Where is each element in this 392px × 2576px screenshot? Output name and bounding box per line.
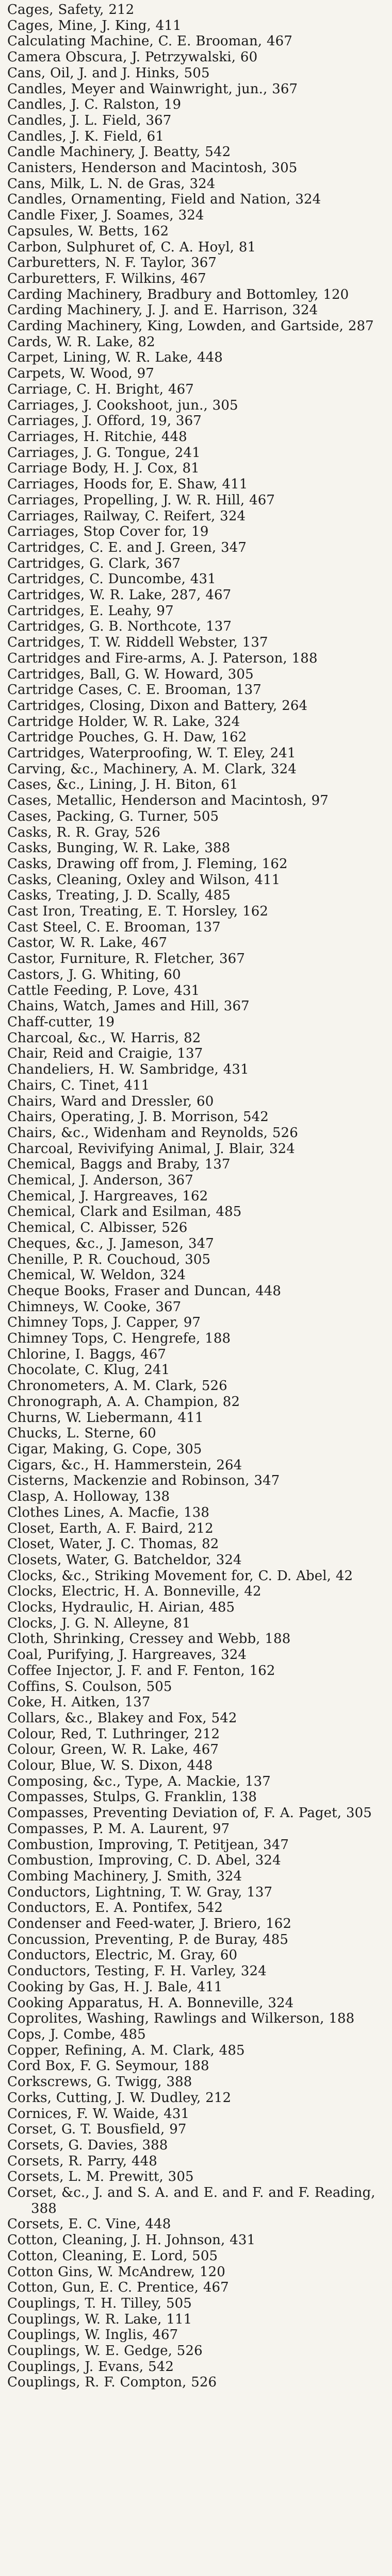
index-entry: Carburetters, N. F. Taylor, 367 (7, 255, 217, 271)
index-entry: Cord Box, F. G. Seymour, 188 (7, 2058, 209, 2074)
index-entry: Carbon, Sulphuret of, C. A. Hoyl, 81 (7, 239, 256, 255)
index-entry: Candles, J. L. Field, 367 (7, 112, 172, 128)
index-entry: Carding Machinery, Bradbury and Bottomley, 120 (7, 286, 349, 302)
index-entry: Carriage Body, H. J. Cox, 81 (7, 461, 200, 477)
index-entry: Chemical, Clark and Esilman, 485 (7, 1204, 242, 1220)
index-entry: Concussion, Preventing, P. de Buray, 485 (7, 1931, 289, 1947)
index-entry: Cheque Books, Fraser and Duncan, 448 (7, 1283, 282, 1299)
index-entry: Charcoal, &c., W. Harris, 82 (7, 1030, 201, 1046)
index-entry: Carding Machinery, J. J. and E. Harrison, 324 (7, 302, 318, 318)
index-entry: Castor, Furniture, R. Fletcher, 367 (7, 951, 245, 967)
index-entry: Carving, &c., Machinery, A. M. Clark, 324 (7, 761, 297, 777)
index-entry: Cigar, Making, G. Cope, 305 (7, 1441, 202, 1457)
index-entry: Closet, Water, J. C. Thomas, 82 (7, 1536, 219, 1552)
index-entry: Carriages, J. Cookshoot, jun., 305 (7, 397, 238, 413)
index-entry: Compasses, Stulps, G. Franklin, 138 (7, 1789, 257, 1805)
index-entry: Corsets, E. C. Vine, 448 (7, 2216, 171, 2232)
index-entry: Calculating Machine, C. E. Brooman, 467 (7, 33, 292, 49)
index-entry: Clocks, &c., Striking Movement for, C. D. Abel, 42 (7, 1568, 353, 1584)
index-entry: Couplings, W. E. Gedge, 526 (7, 2343, 203, 2359)
index-entry: Chemical, W. Weldon, 324 (7, 1267, 186, 1283)
index-entry: Couplings, T. H. Tilley, 505 (7, 2295, 192, 2311)
index-entry: Chairs, C. Tinet, 411 (7, 1077, 150, 1093)
index-entry: Casks, Treating, J. D. Scally, 485 (7, 888, 231, 904)
index-entry: Carriages, Stop Cover for, 19 (7, 524, 209, 540)
index-entry: Casks, Drawing off from, J. Fleming, 162 (7, 856, 288, 872)
index-entry: Carding Machinery, King, Lowden, and Gartside, 287 (7, 318, 374, 334)
index-entry: Carpet, Lining, W. R. Lake, 448 (7, 350, 223, 366)
index-entry: Cartridges, E. Leahy, 97 (7, 603, 174, 619)
index-entry: Cartridge Holder, W. R. Lake, 324 (7, 714, 240, 730)
index-entry: Coprolites, Washing, Rawlings and Wilkerson, 188 (7, 2011, 355, 2027)
index-entry: Combing Machinery, J. Smith, 324 (7, 1868, 242, 1884)
index-entry: Chemical, Baggs and Braby, 137 (7, 1157, 231, 1173)
index-entry: Chandeliers, H. W. Sambridge, 431 (7, 1062, 249, 1078)
index-entry: Carriages, Railway, C. Reifert, 324 (7, 508, 246, 524)
index-entry: Candles, Meyer and Wainwright, jun., 367 (7, 81, 298, 97)
index-entry: Chocolate, C. Klug, 241 (7, 1362, 170, 1378)
index-entry: Coke, H. Aitken, 137 (7, 1694, 151, 1710)
index-entry: Clocks, Electric, H. A. Bonneville, 42 (7, 1584, 262, 1600)
index-entry: Chlorine, I. Baggs, 467 (7, 1346, 167, 1362)
index-entry: Colour, Red, T. Luthringer, 212 (7, 1726, 220, 1742)
index-entry: Conductors, Electric, M. Gray, 60 (7, 1947, 238, 1963)
index-entry: Cards, W. R. Lake, 82 (7, 334, 155, 350)
index-entry: Combustion, Improving, T. Petitjean, 347 (7, 1837, 289, 1853)
index-entry: Clothes Lines, A. Macfie, 138 (7, 1504, 210, 1520)
index-entry: Corsets, L. M. Prewitt, 305 (7, 2169, 194, 2185)
index-entry: Cornices, F. W. Waide, 431 (7, 2106, 190, 2122)
index-entry: Castors, J. G. Whiting, 60 (7, 967, 181, 982)
index-entry: Chronometers, A. M. Clark, 526 (7, 1378, 227, 1394)
index-entry: Candles, J. C. Ralston, 19 (7, 97, 182, 113)
index-entry: Closets, Water, G. Batcheldor, 324 (7, 1552, 242, 1568)
index-entry: Coffins, S. Coulson, 505 (7, 1679, 172, 1694)
index-entry: Cotton, Cleaning, E. Lord, 505 (7, 2248, 218, 2264)
index-entry: Cartridges, Waterproofing, W. T. Eley, 241 (7, 745, 296, 761)
index-entry: Chairs, &c., Widenham and Reynolds, 526 (7, 1125, 298, 1141)
index-entry: Cast Steel, C. E. Brooman, 137 (7, 919, 221, 935)
index-entry: Cages, Safety, 212 (7, 2, 135, 18)
index-entry: Corkscrews, G. Twigg, 388 (7, 2074, 192, 2090)
index-entry: Corset, &c., J. and S. A. and E. and F. and F. Reading, 388 (7, 2185, 375, 2216)
index-entry: Cheques, &c., J. Jameson, 347 (7, 1235, 214, 1251)
index-entry: Colour, Blue, W. S. Dixon, 448 (7, 1758, 213, 1774)
index-entry: Cases, Packing, G. Turner, 505 (7, 808, 219, 824)
index-entry: Clocks, Hydraulic, H. Airian, 485 (7, 1600, 235, 1616)
index-entry: Closet, Earth, A. F. Baird, 212 (7, 1520, 214, 1536)
index-entry: Candles, J. K. Field, 61 (7, 128, 164, 144)
index-entry: Cases, Metallic, Henderson and Macintosh, 97 (7, 793, 329, 809)
index-entry: Cartridges and Fire-arms, A. J. Paterson, 188 (7, 650, 318, 666)
index-entry: Cattle Feeding, P. Love, 431 (7, 982, 200, 998)
index-entry: Cages, Mine, J. King, 411 (7, 18, 182, 33)
index-entry: Compasses, P. M. A. Laurent, 97 (7, 1821, 230, 1837)
index-entry: Cooking by Gas, H. J. Bale, 411 (7, 1979, 223, 1995)
index-entry: Condenser and Feed-water, J. Briero, 162 (7, 1916, 292, 1932)
index-entry: Chimney Tops, C. Hengrefe, 188 (7, 1331, 231, 1347)
index-entry: Composing, &c., Type, A. Mackie, 137 (7, 1773, 271, 1789)
index-entry: Couplings, W. Inglis, 467 (7, 2327, 178, 2343)
index-entry: Chimney Tops, J. Capper, 97 (7, 1315, 201, 1331)
index-entry: Cartridge Cases, C. E. Brooman, 137 (7, 682, 262, 698)
index-entry: Carburetters, F. Wilkins, 467 (7, 270, 206, 286)
index-entry: Cases, &c., Lining, J. H. Biton, 61 (7, 777, 238, 793)
index-entry: Cartridges, Closing, Dixon and Battery, 264 (7, 698, 308, 714)
index-entry: Corsets, R. Parry, 448 (7, 2153, 157, 2169)
index-entry: Cotton, Cleaning, J. H. Johnson, 431 (7, 2232, 256, 2248)
index-list (7, 2, 383, 2391)
index-entry: Cloth, Shrinking, Cressey and Webb, 188 (7, 1631, 291, 1647)
index-entry: Couplings, W. R. Lake, 111 (7, 2311, 192, 2327)
index-entry: Colour, Green, W. R. Lake, 467 (7, 1742, 219, 1758)
index-entry: Couplings, J. Evans, 542 (7, 2359, 174, 2375)
index-entry: Coffee Injector, J. F. and F. Fenton, 162 (7, 1663, 275, 1679)
index-entry: Cotton Gins, W. McAndrew, 120 (7, 2264, 225, 2280)
index-entry: Conductors, Testing, F. H. Varley, 324 (7, 1963, 267, 1979)
index-entry: Coal, Purifying, J. Hargreaves, 324 (7, 1647, 247, 1663)
index-entry: Carriage, C. H. Bright, 467 (7, 381, 194, 397)
index-entry: Chemical, C. Albisser, 526 (7, 1220, 188, 1236)
index-entry: Cartridges, T. W. Riddell Webster, 137 (7, 635, 268, 651)
index-entry: Clasp, A. Holloway, 138 (7, 1489, 170, 1505)
index-entry: Cartridges, Ball, G. W. Howard, 305 (7, 666, 254, 682)
index-entry: Cans, Oil, J. and J. Hinks, 505 (7, 65, 210, 81)
index-entry: Cartridges, C. E. and J. Green, 347 (7, 539, 247, 555)
index-entry: Cans, Milk, L. N. de Gras, 324 (7, 176, 216, 192)
index-entry: Chronograph, A. A. Champion, 82 (7, 1394, 240, 1410)
index-entry: Carriages, Propelling, J. W. R. Hill, 467 (7, 492, 275, 508)
index-entry: Cooking Apparatus, H. A. Bonneville, 324 (7, 1995, 294, 2011)
index-entry: Carriages, H. Ritchie, 448 (7, 429, 187, 445)
index-entry: Cigars, &c., H. Hammerstein, 264 (7, 1457, 242, 1473)
index-entry: Chairs, Operating, J. B. Morrison, 542 (7, 1109, 269, 1125)
index-entry: Chemical, J. Anderson, 367 (7, 1173, 193, 1189)
index-entry: Camera Obscura, J. Petrzywalski, 60 (7, 49, 258, 65)
index-entry: Cartridge Pouches, G. H. Daw, 162 (7, 730, 247, 745)
index-entry: Cartridges, G. B. Northcote, 137 (7, 619, 232, 635)
index-entry: Candle Machinery, J. Beatty, 542 (7, 144, 231, 160)
index-entry: Cartridges, G. Clark, 367 (7, 555, 181, 571)
index-entry: Conductors, E. A. Pontifex, 542 (7, 1900, 223, 1916)
index-entry: Clocks, J. G. N. Alleyne, 81 (7, 1615, 191, 1631)
index-entry: Corsets, G. Davies, 388 (7, 2137, 168, 2153)
index-entry: Chucks, L. Sterne, 60 (7, 1426, 156, 1442)
index-entry: Chairs, Ward and Dressler, 60 (7, 1093, 214, 1109)
index-entry: Carriages, J. G. Tongue, 241 (7, 445, 201, 461)
index-entry: Copper, Refining, A. M. Clark, 485 (7, 2042, 245, 2058)
index-entry: Collars, &c., Blakey and Fox, 542 (7, 1710, 237, 1726)
index-entry: Cast Iron, Treating, E. T. Horsley, 162 (7, 904, 269, 920)
index-entry: Candle Fixer, J. Soames, 324 (7, 208, 204, 224)
index-entry: Chaff-cutter, 19 (7, 1014, 115, 1030)
index-entry: Compasses, Preventing Deviation of, F. A. Paget, 305 (7, 1805, 372, 1821)
index-entry: Cartridges, C. Duncombe, 431 (7, 571, 216, 587)
index-entry: Chenille, P. R. Couchoud, 305 (7, 1251, 211, 1267)
index-entry: Candles, Ornamenting, Field and Nation, 324 (7, 192, 321, 208)
index-entry: Cartridges, W. R. Lake, 287, 467 (7, 587, 232, 603)
index-entry: Casks, Bunging, W. R. Lake, 388 (7, 840, 231, 856)
index-entry: Cisterns, Mackenzie and Robinson, 347 (7, 1473, 280, 1489)
index-entry: Cops, J. Combe, 485 (7, 2027, 146, 2042)
index-entry: Canisters, Henderson and Macintosh, 305 (7, 160, 298, 176)
index-entry: Castor, W. R. Lake, 467 (7, 935, 168, 951)
index-entry: Casks, Cleaning, Oxley and Wilson, 411 (7, 872, 281, 888)
index-entry: Carriages, J. Offord, 19, 367 (7, 413, 202, 429)
index-entry: Chains, Watch, James and Hill, 367 (7, 998, 250, 1014)
index-entry: Chemical, J. Hargreaves, 162 (7, 1188, 208, 1204)
index-entry: Combustion, Improving, C. D. Abel, 324 (7, 1853, 281, 1869)
index-entry: Couplings, R. F. Compton, 526 (7, 2375, 217, 2391)
index-entry: Carriages, Hoods for, E. Shaw, 411 (7, 477, 248, 493)
index-entry: Casks, R. R. Gray, 526 (7, 824, 160, 840)
index-entry: Carpets, W. Wood, 97 (7, 366, 154, 382)
index-entry: Cotton, Gun, E. C. Prentice, 467 (7, 2280, 229, 2296)
index-entry: Corset, G. T. Bousfield, 97 (7, 2122, 187, 2138)
index-entry: Chimneys, W. Cooke, 367 (7, 1299, 182, 1315)
index-entry: Charcoal, Revivifying Animal, J. Blair, 324 (7, 1141, 295, 1157)
index-entry: Corks, Cutting, J. W. Dudley, 212 (7, 2090, 232, 2106)
index-entry: Conductors, Lightning, T. W. Gray, 137 (7, 1884, 273, 1900)
index-entry: Churns, W. Liebermann, 411 (7, 1410, 204, 1426)
index-entry: Chair, Reid and Craigie, 137 (7, 1046, 203, 1062)
index-entry: Capsules, W. Betts, 162 (7, 223, 169, 239)
